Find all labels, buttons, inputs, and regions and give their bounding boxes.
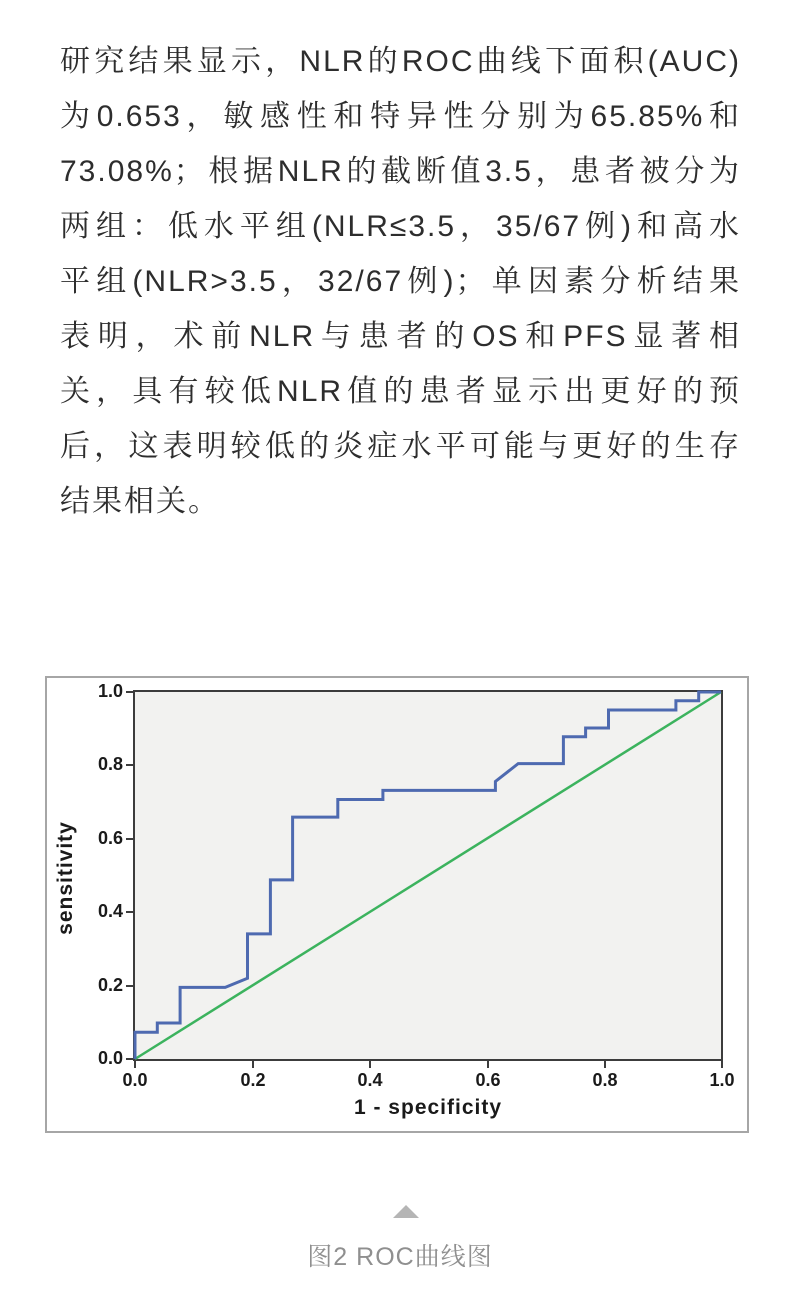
y-tick-label: 1.0 xyxy=(97,681,123,701)
paragraph-line: 73.08%；根据NLR的截断值3.5，患者被分为 xyxy=(60,155,741,188)
x-tick-label: 0.4 xyxy=(357,1070,383,1090)
paragraph-line: 结果相关。 xyxy=(60,485,220,518)
y-tick-label: 0.2 xyxy=(97,975,123,995)
roc-figure xyxy=(45,676,749,1133)
roc-plot-area xyxy=(133,690,723,1061)
x-tick-label: 0.2 xyxy=(240,1070,266,1090)
paragraph-line: 后，这表明较低的炎症水平可能与更好的生存 xyxy=(60,430,741,463)
y-tick-mark xyxy=(126,1058,133,1060)
paragraph-line: 关，具有较低NLR值的患者显示出更好的预 xyxy=(60,375,741,408)
paragraph-line: 为0.653，敏感性和特异性分别为65.85%和 xyxy=(60,100,741,133)
x-tick-label: 1.0 xyxy=(709,1070,735,1090)
x-axis-title: 1 - specificity xyxy=(353,1096,503,1119)
y-tick-mark xyxy=(126,838,133,840)
y-tick-mark xyxy=(126,691,133,693)
x-tick-label: 0.0 xyxy=(122,1070,148,1090)
x-tick-label: 0.6 xyxy=(475,1070,501,1090)
result-paragraph xyxy=(60,34,741,529)
paragraph-line: 研究结果显示，NLR的ROC曲线下面积(AUC) xyxy=(60,45,741,78)
x-tick-label: 0.8 xyxy=(592,1070,618,1090)
x-tick-mark xyxy=(487,1061,489,1068)
y-tick-label: 0.4 xyxy=(97,901,123,921)
y-tick-mark xyxy=(126,911,133,913)
collapse-triangle-icon[interactable] xyxy=(393,1205,419,1218)
y-tick-label: 0.6 xyxy=(97,828,123,848)
paragraph-line: 表明，术前NLR与患者的OS和PFS显著相 xyxy=(60,320,741,353)
y-tick-label: 0.8 xyxy=(97,754,123,774)
y-tick-mark xyxy=(126,764,133,766)
y-tick-mark xyxy=(126,985,133,987)
x-tick-mark xyxy=(604,1061,606,1068)
figure-caption: 图2 ROC曲线图 xyxy=(307,1243,493,1271)
y-axis-title: sensitivity xyxy=(54,821,77,935)
y-tick-label: 0.0 xyxy=(97,1048,123,1068)
x-tick-mark xyxy=(134,1061,136,1068)
paragraph-line: 两组：低水平组(NLR≤3.5，35/67例)和高水 xyxy=(60,210,741,243)
x-tick-mark xyxy=(369,1061,371,1068)
x-tick-mark xyxy=(721,1061,723,1068)
paragraph-line: 平组(NLR>3.5，32/67例)；单因素分析结果 xyxy=(60,265,741,298)
x-tick-mark xyxy=(252,1061,254,1068)
reference-diagonal-line xyxy=(135,692,721,1059)
roc-plot-svg xyxy=(135,692,721,1059)
